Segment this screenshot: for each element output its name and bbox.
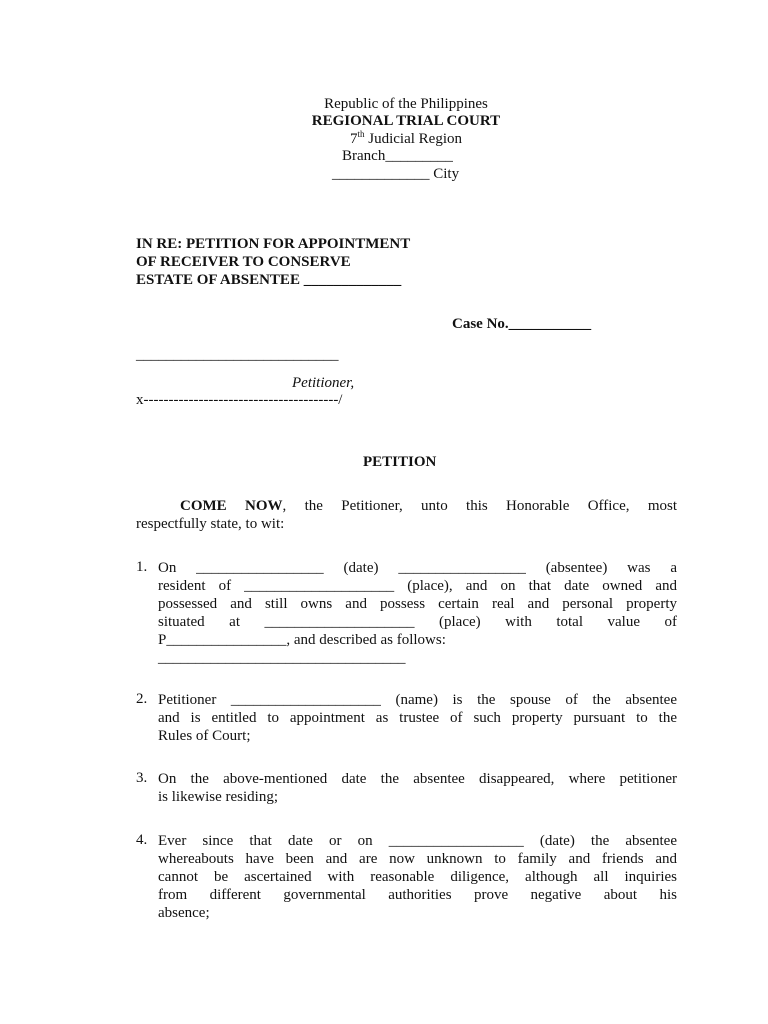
list-item-line: resident of ____________________ (place), and on that date owned and <box>158 578 677 594</box>
list-item-line: absence; <box>158 905 210 921</box>
document-title: PETITION <box>363 454 437 470</box>
header-region <box>256 131 556 148</box>
header-republic: Republic of the Philippines <box>324 96 488 112</box>
list-item-line: and is entitled to appointment as trustee of such property pursuant to the <box>158 710 677 726</box>
petitioner-label: Petitioner, <box>292 375 355 391</box>
list-item-number: 3. <box>136 770 148 786</box>
list-item-body <box>158 559 677 667</box>
caption-line-3: ESTATE OF ABSENTEE _____________ <box>136 272 402 288</box>
list-item-2 <box>136 691 677 745</box>
list-item-line: is likewise residing; <box>158 789 278 805</box>
region-superscript: th <box>357 129 365 139</box>
header-city: _____________ City <box>332 166 460 182</box>
list-item-number: 4. <box>136 832 148 848</box>
intro-line-1 <box>136 497 677 515</box>
region-number: 7 <box>349 131 358 147</box>
list-item-body <box>158 691 677 745</box>
list-item-line: Rules of Court; <box>158 728 251 744</box>
list-item-line: from different governmental authorities prove negative about his <box>158 887 677 903</box>
list-item-line: P________________, and described as follows: <box>158 632 446 648</box>
caption-title-part-1: PETITION FOR APPOINTMENT <box>186 236 411 252</box>
petitioner-name-blank: ___________________________ <box>136 347 339 363</box>
list-item-body <box>158 770 677 806</box>
list-item-line: cannot be ascertained with reasonable diligence, although all inquiries <box>158 869 677 885</box>
region-text: Judicial Region <box>364 131 462 147</box>
list-item-number: 2. <box>136 691 148 707</box>
caption-x-line: x---------------------------------------/ <box>136 392 343 408</box>
intro-line-1-rest: , the Petitioner, unto this Honorable Office, most <box>282 498 677 514</box>
intro-come-now: COME NOW <box>180 498 283 514</box>
list-item-1 <box>136 559 677 667</box>
caption-in-re: IN RE: <box>136 236 187 252</box>
list-item-body <box>158 832 677 922</box>
caption-line-2: OF RECEIVER TO CONSERVE <box>136 254 351 270</box>
list-item-3 <box>136 770 677 806</box>
list-item-line: Ever since that date or on __________________ (date) the absentee <box>158 833 677 849</box>
list-item-line: On the above-mentioned date the absentee disappeared, where petitioner <box>158 771 677 787</box>
list-item-line: whereabouts have been and are now unknown to family and friends and <box>158 851 677 867</box>
caption-line-1 <box>136 236 410 253</box>
case-number: Case No.___________ <box>452 316 592 332</box>
list-item-line: On _________________ (date) _________________ (absentee) was a <box>158 560 677 576</box>
list-item-line: Petitioner ____________________ (name) is the spouse of the absentee <box>158 692 677 708</box>
header-branch: Branch_________ <box>342 148 453 164</box>
list-item-number: 1. <box>136 559 148 575</box>
list-item-4 <box>136 832 677 922</box>
list-item-line: _________________________________ <box>158 650 406 666</box>
list-item-line: situated at ____________________ (place) with total value of <box>158 614 677 630</box>
intro-paragraph <box>136 497 677 533</box>
list-item-line: possessed and still owns and possess certain real and personal property <box>158 596 677 612</box>
intro-line-2: respectfully state, to wit: <box>136 516 285 532</box>
header-court: REGIONAL TRIAL COURT <box>311 113 501 129</box>
